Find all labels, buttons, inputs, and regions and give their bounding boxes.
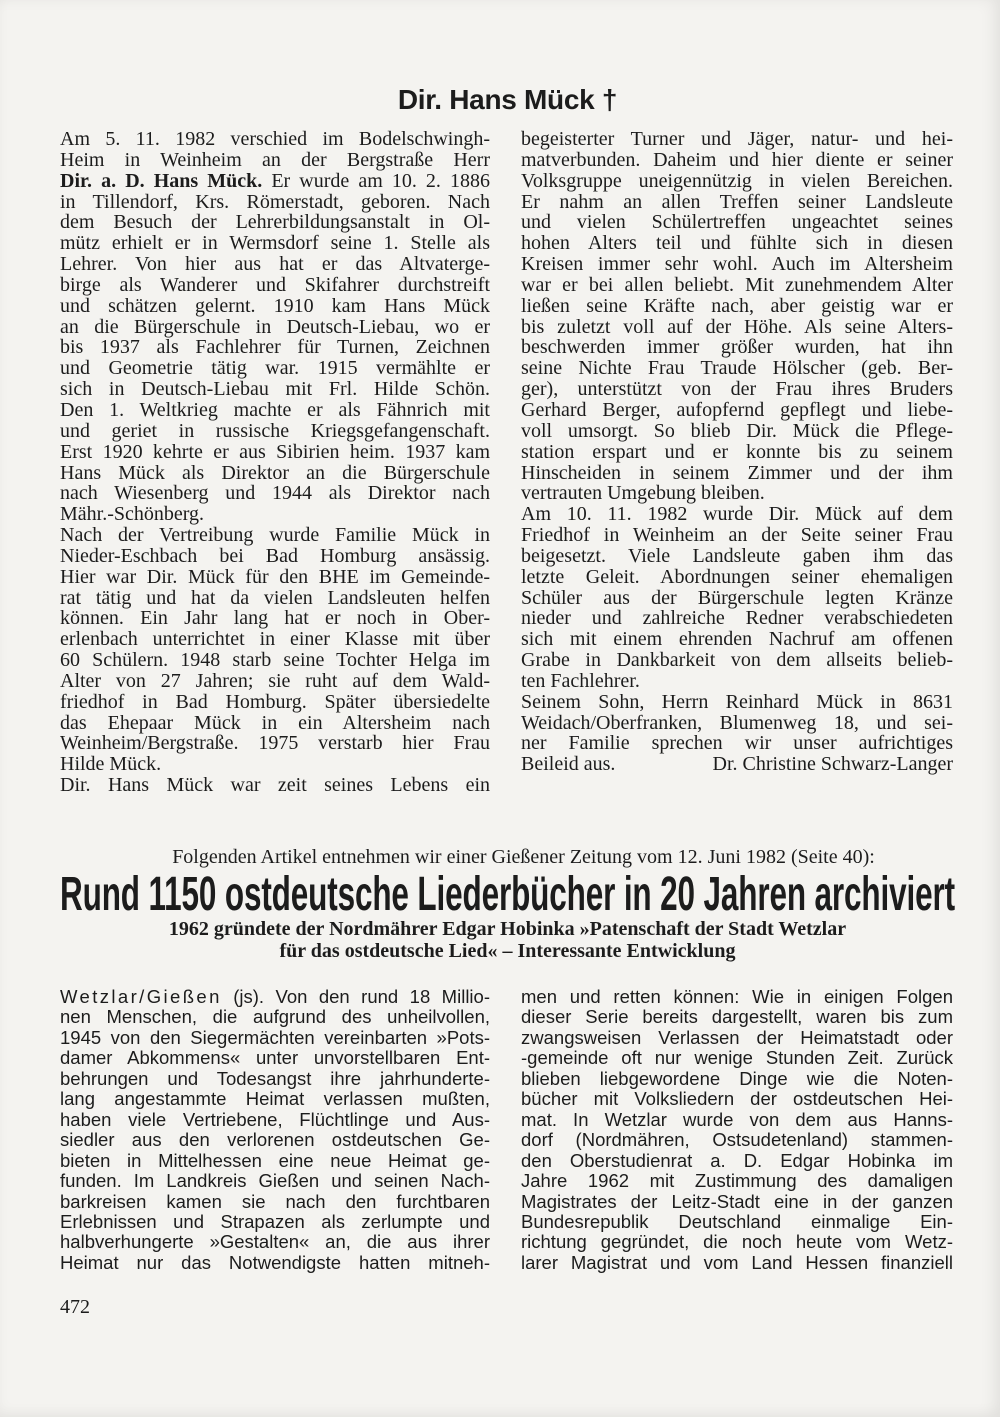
text-line: station erspart und er konnte bis zu seinem	[521, 440, 953, 463]
subheadline-line: für das ostdeutsche Lied« – Interessante Entwicklung	[279, 940, 736, 962]
text-line: nieder und zahlreiche Redner verabschiedeten	[521, 607, 953, 630]
text-line: ner Familie sprechen wir unser aufrichtiges	[521, 732, 953, 755]
text-line: ger), unterstützt von der Frau ihres Bruders	[521, 378, 953, 401]
text-line	[60, 171, 490, 192]
text-line: an die Bürgerschule in Deutsch-Liebau, wo er	[60, 315, 490, 338]
text-line: dieser Serie bereits dargestellt, waren bis zum	[521, 1006, 953, 1028]
text-line: Weidach/Oberfranken, Blumenweg 18, und sei-	[521, 711, 953, 734]
text-line: bis 1937 als Fachlehrer für Turnen, Zeichnen	[60, 336, 490, 359]
paragraph	[521, 129, 953, 504]
paragraph	[60, 525, 490, 775]
text-line: 1945 von den Siegermächten vereinbarten »Pots-	[60, 1026, 490, 1048]
text-line	[521, 754, 953, 775]
text-line: Hinscheiden in seinem Zimmer und der ihm	[521, 461, 953, 484]
text-line: Erst 1920 kehrte er aus Sibirien heim. 1937 kam	[60, 440, 490, 463]
author-text: Dr. Christine Schwarz-Langer	[712, 753, 953, 776]
text-line: halbverhungerte »Gestalten« an, die aus ihrer	[60, 1231, 490, 1253]
text-line: Magistrates der Leitz-Stadt eine in der ganzen	[521, 1190, 953, 1212]
text-line: den Oberstudienrat a. D. Edgar Hobinka im	[521, 1149, 953, 1171]
text-line: Hans Mück als Direktor an die Bürgerschule	[60, 461, 490, 484]
text-line: blieben liebgewordene Dinge wie die Noten-	[521, 1067, 953, 1089]
page-number: 472	[60, 1296, 90, 1318]
paragraph	[521, 504, 953, 692]
text-line: Gerhard Berger, aufopfernd gepflegt und liebe-	[521, 398, 953, 421]
text-line: ten Fachlehrer.	[521, 669, 640, 692]
text-line: Dir. Hans Mück war zeit seines Lebens ein	[60, 774, 490, 797]
text-line: Erlebnissen und Strapazen als zerlumpte und	[60, 1210, 490, 1232]
article-headline	[60, 871, 955, 919]
text-segment: Er wurde am 10. 2. 1886	[262, 169, 490, 192]
text-line: letzte Geleit. Abordnungen seiner ehemaligen	[521, 565, 953, 588]
dateline-text: Wetzlar/Gießen	[60, 986, 222, 1007]
article-source-note: Folgenden Artikel entnehmen wir einer Gießener Zeitung vom 12. Juni 1982 (Seite 40):	[172, 846, 875, 868]
text-line: können. Ein Jahr lang hat er noch in Ober-	[60, 607, 490, 630]
text-line: nen Menschen, die aufgrund des unheilvollen,	[60, 1006, 490, 1028]
article-subheadline	[60, 918, 955, 962]
text-line: Jahre 1962 mit Zustimmung des damaligen	[521, 1170, 953, 1192]
text-line: seine Nichte Frau Traude Hölscher (geb. Ber-	[521, 357, 953, 380]
text-line: Bundesrepublik Deutschland einmalige Ein-	[521, 1210, 953, 1232]
article-column-left	[60, 987, 490, 1273]
text-line: Seinem Sohn, Herrn Reinhard Mück in 8631	[521, 690, 953, 713]
text-line: nach Wiesenberg und 1944 als Direktor nach	[60, 482, 490, 505]
subheadline-line: 1962 gründete der Nordmährer Edgar Hobinka »Patenschaft der Stadt Wetzlar	[168, 918, 847, 940]
text-line: rat tätig und hat da vielen Landsleuten helfen	[60, 586, 490, 609]
text-line: Friedhof in Weinheim an der Seite seiner Frau	[521, 524, 953, 547]
text-line: Kreisen immer sehr wohl. Auch im Altersheim	[521, 253, 953, 276]
text-line: bis zuletzt voll auf der Höhe. Als seine Alters-	[521, 315, 953, 338]
text-line: voll umsorgt. So blieb Dir. Mück die Pflege-	[521, 419, 953, 442]
emphasis-text: Dir. a. D. Hans Mück.	[60, 169, 263, 192]
paragraph	[521, 987, 953, 1273]
text-line: erlenbach unterrichtet in einer Klasse mit über	[60, 628, 490, 651]
text-line: in Tillendorf, Krs. Römerstadt, geboren. Nach	[60, 190, 490, 213]
text-line: Am 10. 11. 1982 wurde Dir. Mück auf dem	[521, 503, 953, 526]
text-line: sich mit einem ehrenden Nachruf am offenen	[521, 628, 953, 651]
paragraph	[60, 129, 490, 525]
paragraph	[521, 692, 953, 775]
text-line: Den 1. Weltkrieg machte er als Fähnrich mit	[60, 398, 490, 421]
text-line: und vielen Schülertreffen ungeachtet seines	[521, 211, 953, 234]
text-line: Lehrer. Von hier aus hat er das Altvaterge-	[60, 253, 490, 276]
text-line: und Geometrie tätig war. 1915 vermählte er	[60, 357, 490, 380]
text-line: Volksgruppe uneigennützig in vielen Bereichen.	[521, 169, 953, 192]
text-line: Nieder-Eschbach bei Bad Homburg ansässig.	[60, 544, 490, 567]
obituary-column-left	[60, 129, 490, 796]
text-line: siedler aus den verlorenen ostdeutschen Ge-	[60, 1129, 490, 1151]
text-line: Nach der Vertreibung wurde Familie Mück in	[60, 524, 490, 547]
obituary-column-right	[521, 129, 953, 775]
text-line: matverbunden. Daheim und hier diente er seiner	[521, 148, 953, 171]
text-line: richtung gegründet, die noch heute vom Wetz-	[521, 1231, 953, 1253]
text-line: mütz erhielt er in Wermsdorf seine 1. Stelle als	[60, 232, 490, 255]
text-line: Mähr.-Schönberg.	[60, 503, 205, 526]
text-segment: (js). Von den rund 18 Millio-	[221, 986, 490, 1007]
text-line: men und retten können: Wie in einigen Folgen	[521, 986, 953, 1007]
text-line: Heim in Weinheim an der Bergstraße Herr	[60, 148, 490, 171]
text-line: Grabe in Dankbarkeit von dem allseits belieb-	[521, 649, 953, 672]
text-line: haben viele Vertriebene, Flüchtlinge und Aus-	[60, 1108, 490, 1130]
text-line: und schätzen gelernt. 1910 kam Hans Mück	[60, 294, 490, 317]
text-line: mat. In Wetzlar wurde von dem aus Hanns-	[521, 1108, 953, 1130]
text-line: birge als Wanderer und Skifahrer durchstreift	[60, 273, 490, 296]
text-line: Alter von 27 Jahren; sie ruht auf dem Wald-	[60, 669, 490, 692]
paragraph	[60, 775, 490, 796]
text-line: 60 Schülern. 1948 starb seine Tochter Helga im	[60, 649, 490, 672]
text-line: hohen Alters teil und fühlte sich in diesen	[521, 232, 953, 255]
text-line: friedhof in Bad Homburg. Später übersiedelte	[60, 690, 490, 713]
text-line: barkreisen kamen sie nach den furchtbaren	[60, 1190, 490, 1212]
text-line: behrungen und Todesangst ihre jahrhunderte-	[60, 1067, 490, 1089]
text-line: vertrauten Umgebung bleiben.	[521, 482, 765, 505]
text-line: Er nahm an allen Treffen seiner Landsleute	[521, 190, 953, 213]
text-line: damer Abkommens« unter unvorstellbaren Ent-	[60, 1047, 490, 1069]
obituary-title: Dir. Hans Mück †	[397, 84, 618, 115]
text-line: lang angestammte Heimat verlassen mußten,	[60, 1088, 490, 1110]
text-line: war er bei allen beliebt. Mit zunehmendem Alter	[521, 273, 953, 296]
text-line: beigesetzt. Viele Landsleute gaben ihm das	[521, 544, 953, 567]
text-line: larer Magistrat und vom Land Hessen finanziell	[521, 1251, 953, 1273]
text-line: bieten in Mittelhessen eine neue Heimat ge-	[60, 1149, 490, 1171]
text-segment: Beileid aus.	[521, 753, 616, 776]
text-line: Hier war Dir. Mück für den BHE im Gemeinde-	[60, 565, 490, 588]
text-line	[60, 987, 490, 1007]
text-line: bücher mit Volksliedern der ostdeutschen Hei-	[521, 1088, 953, 1110]
text-line: dem Besuch der Lehrerbildungsanstalt in Ol-	[60, 211, 490, 234]
text-line: Am 5. 11. 1982 verschied im Bodelschwingh-	[60, 128, 490, 150]
text-line: Hilde Mück.	[60, 753, 162, 776]
headline-text: Rund 1150 ostdeutsche Liederbücher in 20 Jahren archiviert	[60, 871, 955, 919]
text-line: funden. Im Landkreis Gießen und seinen Nach-	[60, 1170, 490, 1192]
text-line: -gemeinde oft nur wenige Stunden Zeit. Zurück	[521, 1047, 953, 1069]
text-line: ließen seine Kräfte nach, aber geistig war er	[521, 294, 953, 317]
text-line: Weinheim/Bergstraße. 1975 verstarb hier Frau	[60, 732, 490, 755]
text-line: Schüler aus der Bürgerschule legten Kränze	[521, 586, 953, 609]
text-line: Heimat nur das Notwendigste hatten mitneh-	[60, 1251, 490, 1273]
text-line: dorf (Nordmähren, Ostsudetenland) stammen-	[521, 1129, 953, 1151]
text-line: das Ehepaar Mück in ein Altersheim nach	[60, 711, 490, 734]
text-line: zwangsweisen Verlassen der Heimatstadt oder	[521, 1026, 953, 1048]
text-line: sich in Deutsch-Liebau mit Frl. Hilde Schön.	[60, 378, 490, 401]
text-line: begeisterter Turner und Jäger, natur- und hei-	[521, 128, 953, 150]
text-line: beschwerden immer größer wurden, hat ihn	[521, 336, 953, 359]
paragraph	[60, 987, 490, 1273]
article-column-right	[521, 987, 953, 1273]
text-line: und geriet in russische Kriegsgefangenschaft.	[60, 419, 490, 442]
